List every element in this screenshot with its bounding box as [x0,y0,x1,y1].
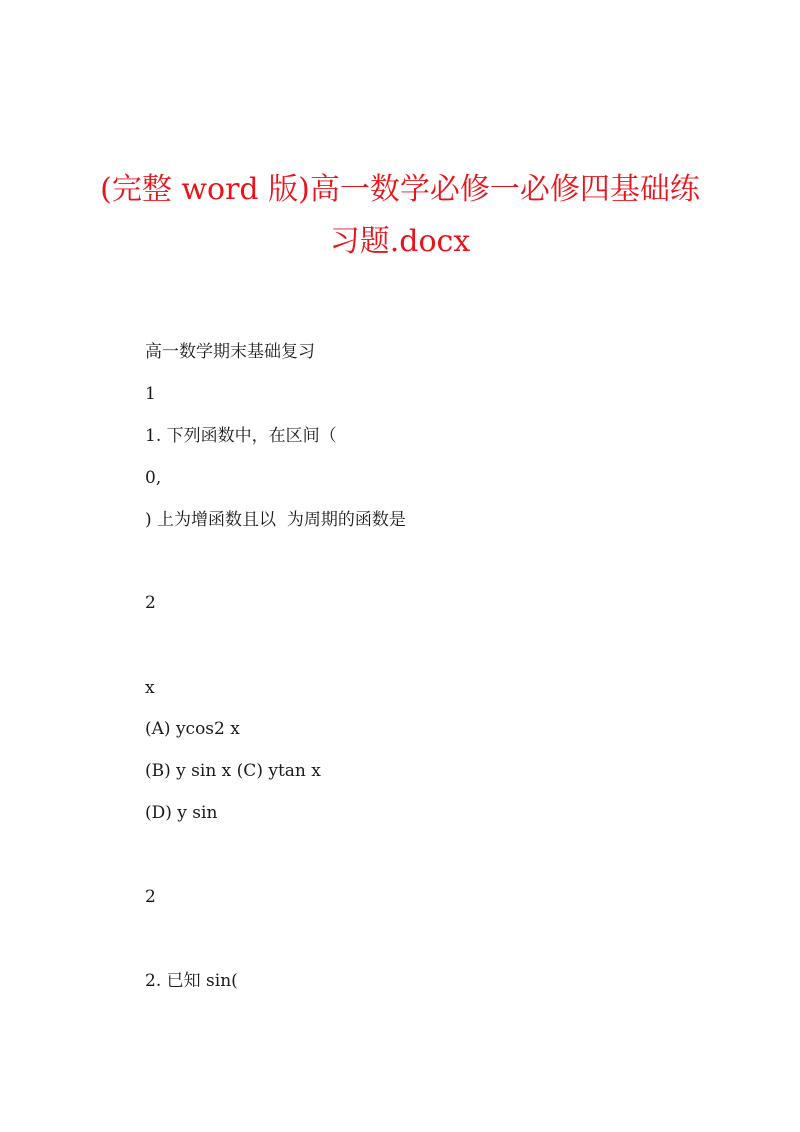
text-line: 1 [145,384,156,404]
option-b-c: (B) y sin x (C) ytan x [145,761,321,781]
question-1-continuation: ) 上为增函数且以 为周期的函数是 [145,510,406,530]
document-title-line-1: (完整 word 版)高一数学必修一必修四基础练 [100,172,700,207]
question-2-text: 2. 已知 sin( [145,971,238,991]
document-title-line-2: 习题.docx [329,224,471,259]
text-line: 2 [145,593,156,613]
text-line: 2 [145,887,156,907]
text-line: 0, [145,468,162,488]
text-line: x [145,678,155,698]
question-1-text: 1. 下列函数中，在区间（ [145,426,337,446]
section-heading: 高一数学期末基础复习 [145,342,315,362]
option-d: (D) y sin [145,803,218,823]
option-a: (A) ycos2 x [145,719,240,739]
